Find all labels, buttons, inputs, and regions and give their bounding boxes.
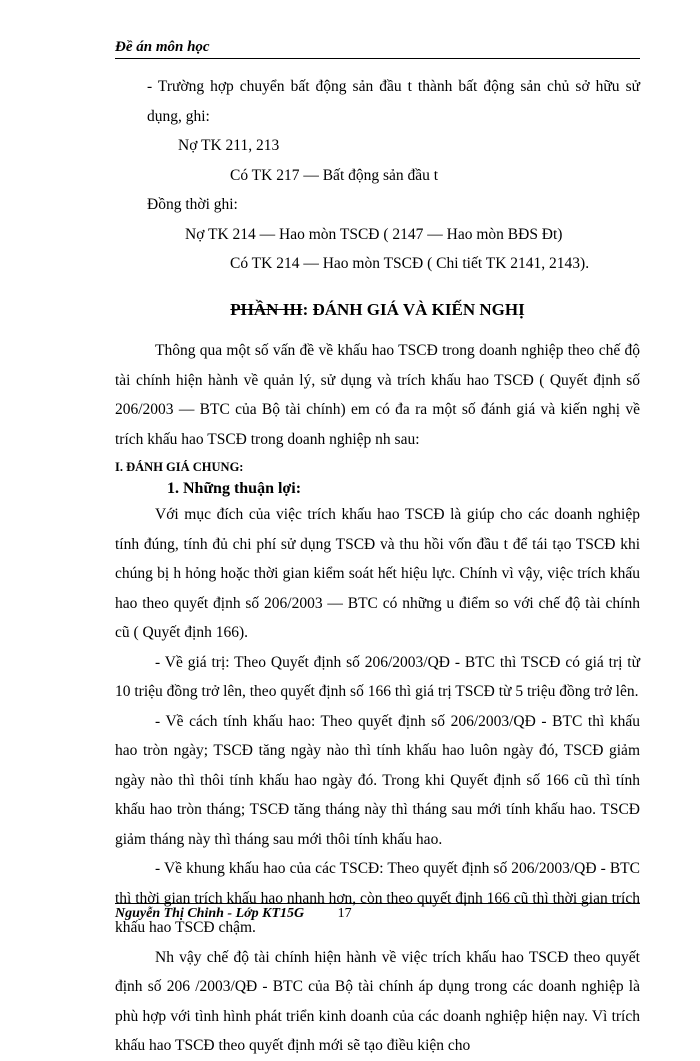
paragraph: Với mục đích của việc trích khấu hao TSCĐ là giúp cho các doanh nghiệp tính đúng, tính đủ chi phí sử dụng TSCĐ và thu hồi vốn đầu t để tái tạo TSCĐ khi chúng bị h hỏng hoặc thời gian kiểm soát hết hiệu lực. Chính vì vậy, việc trích khấu hao theo quyết định số 206/2003 — BTC có những u điểm so với chế độ tài chính cũ ( Quyết định 166). bbox=[115, 506, 640, 641]
section-title-rest: : ĐÁNH GIÁ VÀ KIẾN NGHỊ bbox=[302, 299, 525, 319]
paragraph: - Về khung khấu hao của các TSCĐ: Theo quyết định số 206/2003/QĐ - BTC thì thời gian trích khấu hao nhanh hơn, còn theo quyết định 166 cũ thì thời gian trích khấu hao TSCĐ chậm. bbox=[115, 860, 640, 936]
page-number: 17 bbox=[337, 906, 352, 921]
page-header bbox=[115, 38, 640, 59]
paragraph: Nợ TK 211, 213 bbox=[178, 137, 280, 154]
paragraph: Nh vậy chế độ tài chính hiện hành về việc trích khấu hao TSCĐ theo quyết định số 206 /2003/QĐ - BTC của Bộ tài chính áp dụng trong các doanh nghiệp là phù hợp với tình hình phát triển kinh doanh của các doanh nghiệp hiện nay. Vì trích khấu hao TSCĐ theo quyết định mới sẽ tạo điều kiện cho bbox=[115, 948, 640, 1054]
paragraph: Thông qua một số vấn đề về khấu hao TSCĐ trong doanh nghiệp theo chế độ tài chính hiện hành về quản lý, sử dụng và trích khấu hao TSCĐ ( Quyết định số 206/2003 — BTC của Bộ tài chính) em có đa ra một số đánh giá và kiến nghị về trích khấu hao TSCĐ trong doanh nghiệp nh sau: bbox=[115, 342, 640, 448]
section-title bbox=[115, 295, 640, 325]
paragraph: - Về cách tính khấu hao: Theo quyết định số 206/2003/QĐ - BTC thì khấu hao tròn ngày; TSCĐ tăng ngày nào thì tính khấu hao luôn ngày đó, TSCĐ giảm ngày nào thì thôi tính khấu hao ngày đó. Trong khi Quyết định số 166 cũ thì tính khấu hao tròn tháng; TSCĐ tăng tháng này thì tháng sau mới tính khấu hao. TSCĐ giảm tháng này thì tháng sau mới thôi tính khấu hao. bbox=[115, 712, 640, 848]
page-footer bbox=[115, 903, 640, 922]
paragraph: - Trường hợp chuyển bất động sản đầu t thành bất động sản chủ sở hữu sử dụng, ghi: bbox=[147, 78, 640, 125]
subsection-heading: 1. Những thuận lợi: bbox=[167, 480, 302, 497]
footer-author: Nguyễn Thị Chinh - Lớp KT15G bbox=[115, 906, 305, 921]
paragraph: Nợ TK 214 — Hao mòn TSCĐ ( 2147 — Hao mòn BĐS Đt) bbox=[185, 225, 563, 243]
section-heading: I. ĐÁNH GIÁ CHUNG: bbox=[115, 460, 244, 474]
paragraph: - Về giá trị: Theo Quyết định số 206/2003/QĐ - BTC thì TSCĐ có giá trị từ 10 triệu đồng trở lên, theo quyết định số 166 thì giá trị TSCĐ từ 5 triệu đồng trở lên. bbox=[115, 653, 640, 700]
section-title-part: PHẦN III bbox=[230, 299, 303, 319]
header-title: Đề án môn học bbox=[115, 39, 210, 55]
paragraph: Có TK 214 — Hao mòn TSCĐ ( Chi tiết TK 2141, 2143). bbox=[230, 255, 590, 272]
paragraph: Có TK 217 — Bất động sản đầu t bbox=[230, 166, 439, 184]
paragraph: Đồng thời ghi: bbox=[147, 196, 238, 213]
